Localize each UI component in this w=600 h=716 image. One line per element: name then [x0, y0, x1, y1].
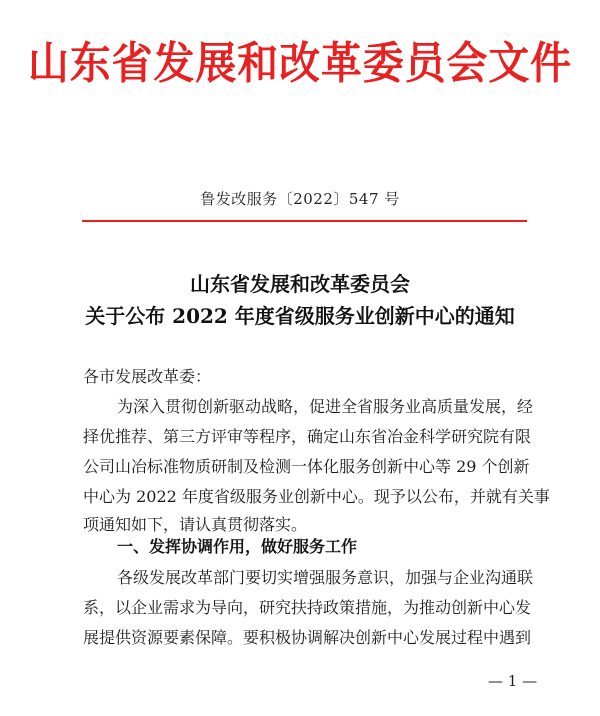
notice-title-line-1: 山东省发展和改革委员会 — [190, 272, 410, 296]
notice-title-line-2: 关于公布 2022 年度省级服务业创新中心的通知 — [85, 304, 515, 328]
document-number: 鲁发改服务〔2022〕547 号 — [200, 190, 400, 208]
paragraph-line: 择优推荐、第三方评审等程序，确定山东省冶金科学研究院有限 — [83, 427, 532, 446]
page-number: — 1 — — [488, 672, 538, 690]
paragraph-line: 中心为 2022 年度省级服务业创新中心。现予以公布，并就有关事 — [83, 487, 550, 506]
paragraph-line: 系，以企业需求为导向，研究扶持政策措施，为推动创新中心发 — [83, 598, 532, 617]
salutation: 各市发展改革委： — [83, 367, 212, 386]
paragraph-line: 项通知如下，请认真贯彻落实。 — [83, 515, 308, 534]
paragraph-line: 展提供资源要素保障。要积极协调解决创新中心发展过程中遇到 — [83, 628, 532, 647]
section-heading: 一、发挥协调作用，做好服务工作 — [117, 537, 358, 556]
paragraph-line: 各级发展改革部门要切实增强服务意识，加强与企业沟通联 — [117, 568, 534, 587]
paragraph-line: 为深入贯彻创新驱动战略，促进全省服务业高质量发展，经 — [117, 397, 534, 416]
red-divider-line — [82, 220, 527, 222]
paragraph-line: 公司山冶标准物质研制及检测一体化服务创新中心等 29 个创新 — [83, 457, 530, 476]
document-header-title: 山东省发展和改革委员会文件 — [27, 38, 573, 89]
